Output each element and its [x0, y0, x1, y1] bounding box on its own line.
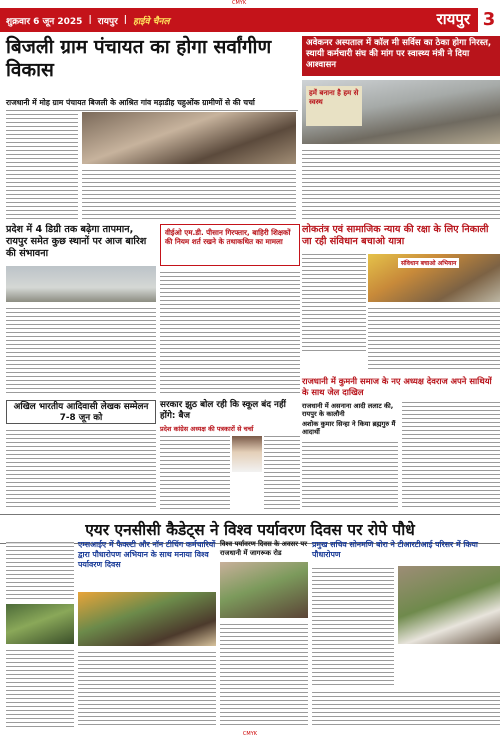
divider: |: [123, 15, 128, 25]
right1-banner: हमें बनाना है हम से स्वस्थ: [306, 86, 362, 126]
mid2-body-text: [160, 270, 300, 396]
bottom-col1-text: [6, 540, 74, 600]
bottom-headline: एयर एनसीसी कैडेट्स ने विश्व पर्यावरण दिवस पर रोपे पौधे: [0, 514, 500, 544]
right1-headline: अवेकनर अस्पताल में कॉल मी सर्विस का ठेका होगा निरस्त, स्थायी कर्मचारी संघ की मांग पर स्वास्थ्य मंत्री ने दिया आश्वासन: [302, 36, 500, 76]
bottom-col4-headline: प्रमुख सचिव सोनमणि बोरा ने टीआरटीआई परिसर में किया पौधारोपण: [312, 540, 478, 559]
bottom-col2-text: [78, 650, 216, 728]
bottom-col3-text: [220, 622, 308, 728]
lead-body-text: [6, 112, 78, 220]
issue-date: शुक्रवार 6 जून 2025: [6, 16, 83, 27]
right2-photo: [368, 254, 500, 302]
bottom-col4-photo: [398, 566, 500, 644]
city-small: रायपुर: [97, 16, 118, 27]
page-header-bar: [0, 8, 500, 32]
divider: |: [88, 15, 92, 25]
right3-body-text-2: [402, 400, 500, 510]
bottom-col1-photo: [6, 604, 74, 644]
mid3-headline: सरकार झुठ बोल रही कि स्कूल बंद नहीं होंगे: बैज: [160, 400, 286, 421]
right1-body-text: [302, 148, 500, 220]
right2-body-text-2: [368, 306, 500, 372]
bottom-col2-photo: [78, 592, 216, 646]
right3-subhead-1: राजधानी में असनाना आदी ललाट की, रायपुर के कालौनी: [302, 402, 394, 418]
bottom-col4-text: [312, 566, 394, 686]
right3-headline: राजधानी में कुमनी समाज के नए अध्यक्ष देवराज अपने साथियों के साथ जेल दाखिल: [302, 376, 492, 397]
bottom-col3-photo: [220, 562, 308, 618]
right2-headline: लोकतंत्र एवं सामाजिक न्याय की रक्षा के लिए निकाली जा रही संविधान बचाओ यात्रा: [302, 224, 489, 247]
channel-logo: हाईवे चैनल: [133, 16, 170, 27]
right3-body-text: [302, 440, 398, 510]
mid2-box: [160, 224, 300, 266]
left3-headline: अखिल भारतीय आदिवासी लेखक सम्मेलन 7-8 जून को: [13, 402, 149, 423]
page-number: 3: [478, 8, 500, 32]
right2-banner: संविधान बचाओ अभियान: [398, 258, 459, 268]
bottom-col3-headline: विश्व पर्यावरण दिवस के अवसर पर राजधानी में जागरूक रोड: [220, 540, 308, 557]
mid3-portrait: [232, 436, 262, 472]
mid3-subhead: प्रदेश कांग्रेस अध्यक्ष की पत्रकारों से चर्चा: [160, 425, 254, 433]
lead-photo: [82, 112, 296, 164]
bottom-col2-headline: एम्सआईए में फैक्ल्टी और नॉन टीचिंग कर्मचारियों द्वारा पौधारोपण अभियान के साथ मनाया विश्व पर्यावरण दिवस: [78, 540, 216, 569]
bottom-col1-text-2: [6, 648, 74, 728]
right2-body-text: [302, 252, 366, 352]
mid3-body-text-2: [264, 434, 300, 510]
color-registration-mark: CMYK: [232, 0, 247, 6]
right3-subhead-2: अशोक कुमार सिन्हा ने किया ब्रह्मगुरु मैं आदार्थी: [302, 420, 396, 436]
left2-body-text: [6, 306, 156, 396]
left3-box: [6, 400, 156, 424]
footer-registration-mark: CMYK: [242, 731, 258, 737]
bottom-col4-text-2: [312, 690, 500, 728]
lead-subhead: राजधानी में मोह ग्राम पंचायत बिजली के आश्रित गांव मड़ाडीह चहुओंक ग्रामीणों से की चर्चा: [6, 98, 298, 111]
left2-headline: प्रदेश में 4 डिग्री तक बढ़ेगा तापमान, रायपुर समेत कुछ स्थानों पर आज बारिश की संभावना: [6, 224, 147, 259]
section-city: रायपुर: [436, 10, 470, 28]
lead-headline: बिजली ग्राम पंचायत का होगा सर्वांगीण विकास: [6, 36, 272, 81]
left3-body-text: [6, 428, 156, 510]
lead-body-text-2: [82, 168, 296, 220]
mid2-headline: वीईओ एम.डी. पीसान गिरफ्तार, बाहिरी शिक्षकों की नियम शर्त रखने के तथाकथित का मामला: [165, 228, 291, 246]
right1-photo: [302, 80, 500, 144]
mid3-body-text: [160, 434, 230, 510]
weather-photo: [6, 266, 156, 302]
